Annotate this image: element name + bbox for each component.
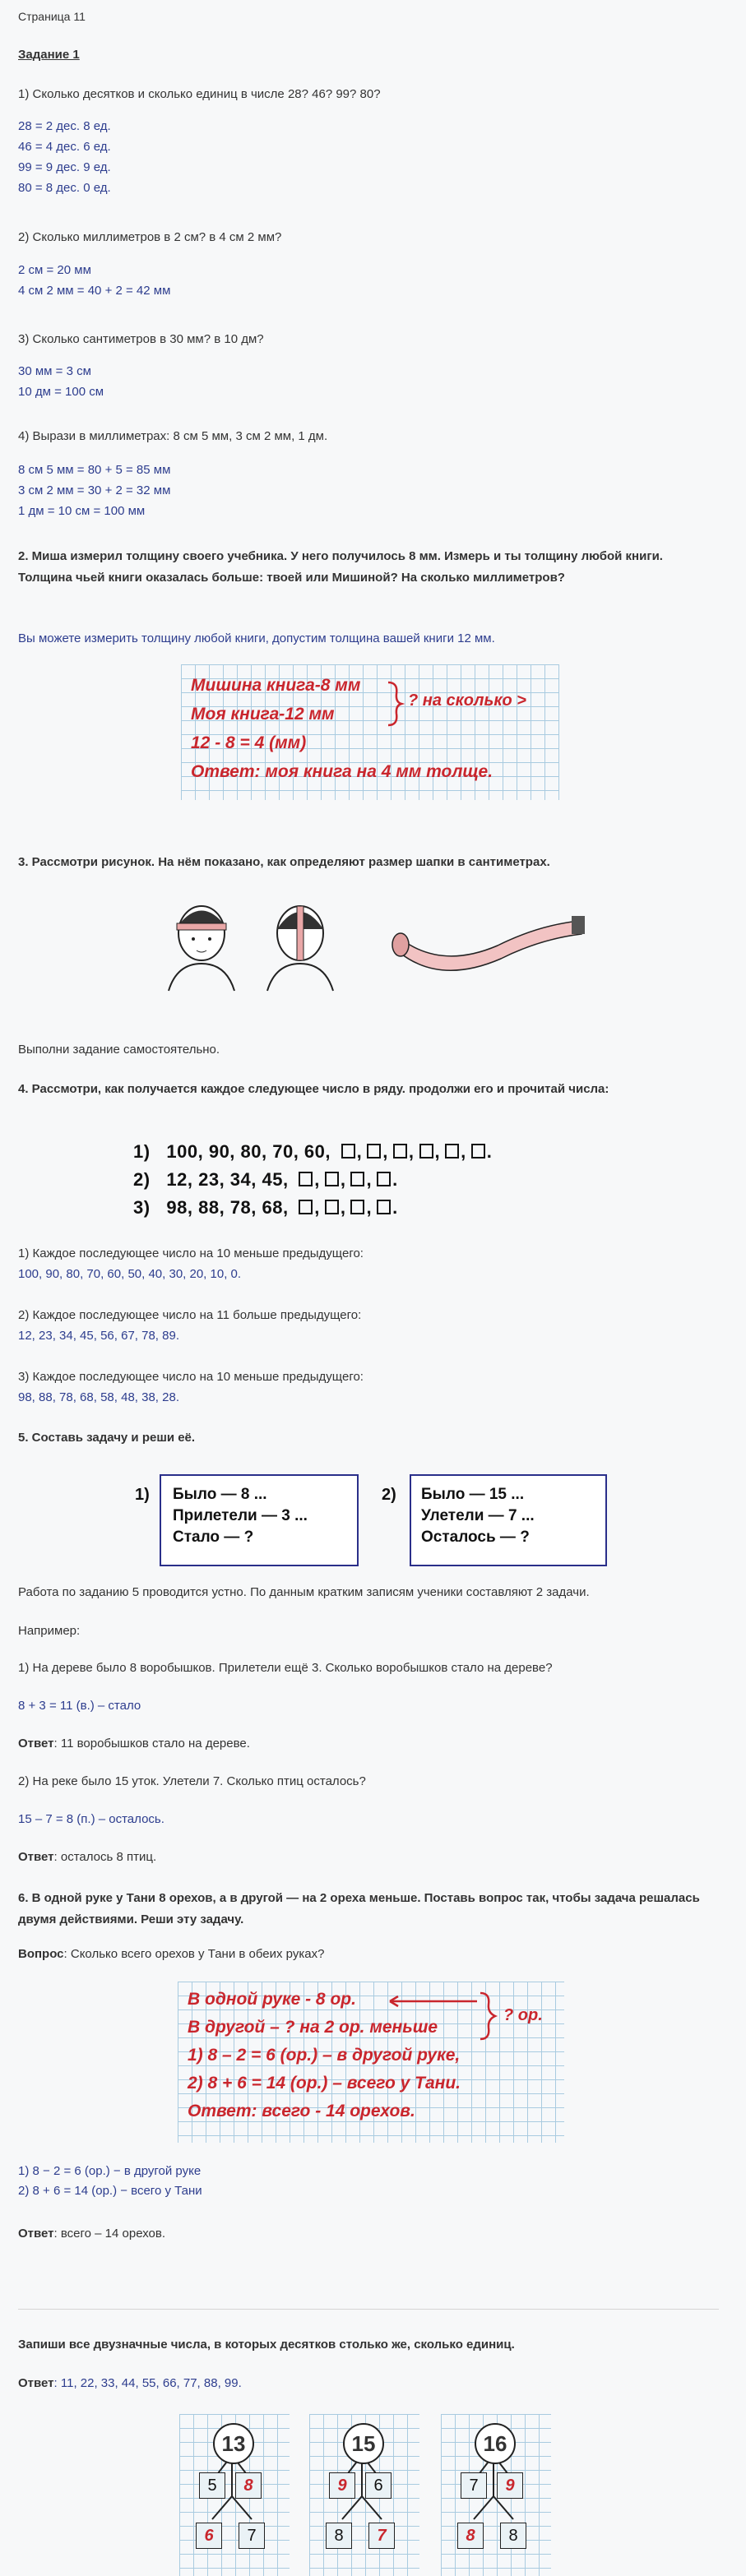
task1-q4: 4) Вырази в миллиметрах: 8 см 5 мм, 3 см 2 мм, 1 дм. (18, 429, 328, 443)
tree-node: 9 (497, 2472, 523, 2499)
card1-line: Прилетели — 3 ... (173, 1507, 308, 1524)
task2-hand-line: Моя книга-12 мм (191, 705, 335, 724)
card2-line: Улетели — 7 ... (421, 1507, 535, 1524)
task6-question: 6. В одной руке у Тани 8 орехов, а в другой — на 2 ореха меньше. Поставь вопрос так, чтобы задача решалась двумя действиями. Реши эту задачу. (18, 1891, 700, 1926)
task1-a1-line: 99 = 9 дес. 9 ед. (18, 160, 111, 174)
task5-p2-solution: 15 – 7 = 8 (п.) – осталось. (18, 1812, 164, 1826)
task1-a3-line: 30 мм = 3 см (18, 364, 91, 378)
card2-label: 2) (382, 1486, 396, 1504)
task2-hand-note: ? на сколько > (408, 691, 526, 710)
row-numbers: 12, 23, 34, 45, (166, 1169, 289, 1190)
task4-answer-a: 12, 23, 34, 45, 56, 67, 78, 89. (18, 1329, 179, 1343)
task4-answer-q: 2) Каждое последующее число на 11 больше предыдущего: (18, 1308, 362, 1322)
task1-a1-line: 46 = 4 дес. 6 ед. (18, 140, 111, 154)
task1-q1: 1) Сколько десятков и сколько единиц в числе 28? 46? 99? 80? (18, 87, 381, 101)
task6-hand-line: 2) 8 + 6 = 14 (ор.) – всего у Тани. (188, 2074, 461, 2093)
task5-text2: Например: (18, 1624, 81, 1638)
card2-line: Осталось — ? (421, 1528, 530, 1546)
tree-node: 8 (457, 2523, 484, 2549)
card1-label: 1) (135, 1486, 150, 1504)
task1-a4-line: 3 см 2 мм = 30 + 2 = 32 мм (18, 483, 171, 497)
row-numbers: 100, 90, 80, 70, 60, (166, 1141, 331, 1162)
row-label: 3) (133, 1197, 151, 1218)
task6-hand-line: 1) 8 – 2 = 6 (ор.) – в другой руке, (188, 2046, 461, 2065)
tree-top: 16 (475, 2423, 516, 2464)
task1-a3-line: 10 дм = 100 см (18, 385, 104, 399)
divider (18, 2309, 719, 2310)
task1-a4-line: 1 дм = 10 см = 100 мм (18, 504, 146, 518)
card1-line: Стало — ? (173, 1528, 254, 1546)
task1-a2-line: 4 см 2 мм = 40 + 2 = 42 мм (18, 284, 171, 298)
task4-answer-a: 100, 90, 80, 70, 60, 50, 40, 30, 20, 10, 0. (18, 1267, 242, 1281)
task5-text1: Работа по заданию 5 проводится устно. По данным кратким записям ученики составляют 2 задачи. (18, 1585, 590, 1599)
task1-heading: Задание 1 (18, 48, 80, 62)
row-label: 2) (133, 1169, 151, 1190)
tree-node: 6 (365, 2472, 392, 2499)
task2-question: 2. Миша измерил толщину своего учебника. У него получилось 8 мм. Измерь и ты толщину любой книги. Толщина чьей книги оказалась больше: твоей или Мишиной? На сколько миллиметров? (18, 549, 663, 585)
task5-p2: 2) На реке было 15 уток. Улетели 7. Сколько птиц осталось? (18, 1774, 366, 1788)
tree-top: 15 (343, 2423, 384, 2464)
tree-top: 13 (213, 2423, 254, 2464)
brace-icon (385, 679, 405, 728)
task5-p1-answer: Ответ: 11 воробышков стало на дереве. (18, 1737, 250, 1750)
task4-answer-q: 1) Каждое последующее число на 10 меньше предыдущего: (18, 1246, 364, 1260)
task6-sol-line: 2) 8 + 6 = 14 (ор.) − всего у Тани (18, 2184, 202, 2198)
tree-node: 6 (196, 2523, 222, 2549)
task1-a1-line: 28 = 2 дес. 8 ед. (18, 119, 111, 133)
row-label: 1) (133, 1141, 151, 1162)
task6-hand-line: В одной руке - 8 ор. (188, 1990, 356, 2009)
task5-p1-solution: 8 + 3 = 11 (в.) – стало (18, 1699, 141, 1713)
measuring-tape-icon (392, 916, 585, 970)
tree-node: 8 (500, 2523, 526, 2549)
tree-node: 7 (368, 2523, 395, 2549)
tree-node: 7 (461, 2472, 487, 2499)
task6-hand-note: ? ор. (503, 2006, 543, 2024)
task6-hand-line: Ответ: всего - 14 орехов. (188, 2102, 415, 2120)
tree-node: 8 (235, 2472, 262, 2499)
task4-row: 2) 12, 23, 34, 45, , , , . (133, 1169, 398, 1190)
task4-answer-a: 98, 88, 78, 68, 58, 48, 38, 28. (18, 1390, 179, 1404)
head-front-icon (169, 906, 234, 991)
task2-hand-line: Ответ: моя книга на 4 мм толще. (191, 762, 493, 781)
task1-a2-line: 2 см = 20 мм (18, 263, 91, 277)
tree-node: 8 (326, 2523, 352, 2549)
card1-line: Было — 8 ... (173, 1486, 267, 1503)
head-back-icon (267, 906, 333, 991)
task2-answer: Вы можете измерить толщину любой книги, допустим толщина вашей книги 12 мм. (18, 631, 495, 645)
head-measuring-illustration (160, 888, 588, 995)
task4-answer-q: 3) Каждое последующее число на 10 меньше предыдущего: (18, 1370, 364, 1384)
task6-hand-line: В другой – ? на 2 ор. меньше (188, 2018, 438, 2037)
task2-hand-line: 12 - 8 = 4 (мм) (191, 733, 307, 752)
task5-p2-answer: Ответ: осталось 8 птиц. (18, 1850, 157, 1864)
task4-question: 4. Рассмотри, как получается каждое следующее число в ряду. продолжи его и прочитай числа: (18, 1082, 609, 1096)
task7-question: Запиши все двузначные числа, в которых десятков столько же, сколько единиц. (18, 2338, 515, 2352)
task1-q2: 2) Сколько миллиметров в 2 см? в 4 см 2 мм? (18, 230, 282, 244)
task3-question: 3. Рассмотри рисунок. На нём показано, как определяют размер шапки в сантиметрах. (18, 855, 550, 869)
task4-row: 1) 100, 90, 80, 70, 60, , , , , , . (133, 1141, 493, 1162)
task5-question: 5. Составь задачу и реши её. (18, 1431, 196, 1445)
arrow-brace-icon (385, 1990, 500, 2044)
task1-q3: 3) Сколько сантиметров в 30 мм? в 10 дм? (18, 332, 264, 346)
card2-line: Было — 15 ... (421, 1486, 525, 1503)
task1-a1-line: 80 = 8 дес. 0 ед. (18, 181, 111, 195)
tree-node: 5 (199, 2472, 225, 2499)
task1-a4-line: 8 см 5 мм = 80 + 5 = 85 мм (18, 463, 171, 477)
task3-note: Выполни задание самостоятельно. (18, 1043, 220, 1057)
task4-row: 3) 98, 88, 78, 68, , , , . (133, 1197, 398, 1218)
task6-q: Вопрос: Сколько всего орехов у Тани в обеих руках? (18, 1947, 325, 1961)
tree-node: 7 (239, 2523, 265, 2549)
row-numbers: 98, 88, 78, 68, (166, 1197, 289, 1218)
tree-node: 9 (329, 2472, 355, 2499)
task6-sol-line: 1) 8 − 2 = 6 (ор.) − в другой руке (18, 2164, 202, 2178)
page-title: Страница 11 (18, 10, 86, 23)
task6-answer: Ответ: всего – 14 орехов. (18, 2227, 166, 2241)
task2-hand-line: Мишина книга-8 мм (191, 676, 361, 695)
task7-answer: Ответ: 11, 22, 33, 44, 55, 66, 77, 88, 99. (18, 2376, 242, 2390)
task5-p1: 1) На дереве было 8 воробышков. Прилетели ещё 3. Сколько воробышков стало на дереве? (18, 1661, 553, 1675)
